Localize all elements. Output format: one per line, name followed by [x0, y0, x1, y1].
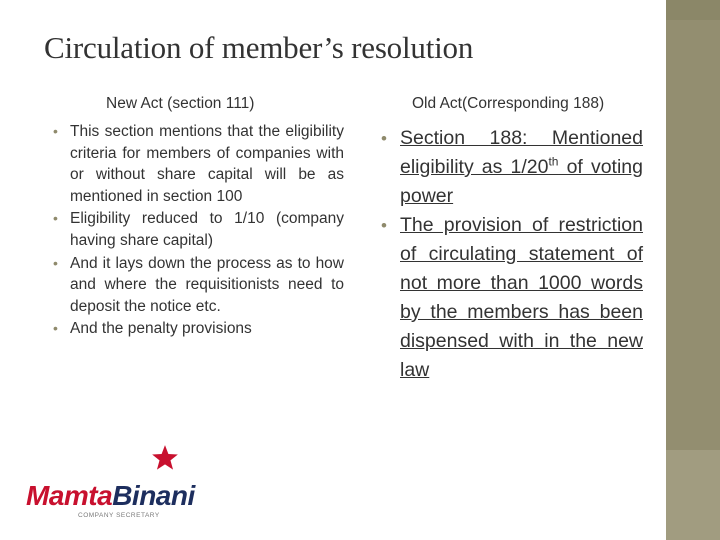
- slide-title: Circulation of member’s resolution: [44, 30, 474, 65]
- side-bar-middle-segment: [666, 20, 720, 450]
- new-act-bullet: • This section mentions that the eligibility criteria for members of companies with or without share capital will be as mentioned in section 100: [50, 121, 344, 207]
- new-act-bullet: • And the penalty provisions: [50, 318, 344, 340]
- logo-tagline: COMPANY SECRETARY: [78, 512, 160, 519]
- left-column-heading: New Act (section 111): [106, 95, 255, 112]
- old-act-bullet-superscript: th: [548, 154, 559, 169]
- old-act-bullet: [380, 124, 643, 211]
- side-decoration-bar: [666, 0, 720, 540]
- new-act-bullet: • And it lays down the process as to how and where the requisitionists need to deposit the notice etc.: [50, 253, 344, 318]
- old-act-bullet-list: [380, 124, 643, 385]
- old-act-bullet: • The provision of restriction of circulating statement of not more than 1000 words by the members has been dispensed with in the new law: [380, 211, 643, 385]
- company-logo: [26, 444, 216, 519]
- logo-wordmark-first: Mamta: [26, 480, 113, 511]
- logo-wordmark-second: Binani: [112, 480, 195, 511]
- right-column-heading: Old Act(Corresponding 188): [412, 95, 605, 112]
- new-act-bullet: • Eligibility reduced to 1/10 (company having share capital): [50, 208, 344, 251]
- side-bar-top-segment: [666, 0, 720, 20]
- side-bar-bottom-segment: [666, 450, 720, 540]
- logo-wordmark: [26, 480, 195, 512]
- new-act-bullet-list: [50, 121, 344, 341]
- star-icon: [151, 444, 179, 472]
- old-act-bullet-text-before: Section 188: Mentioned eligibility as 1/20: [400, 127, 643, 178]
- old-act-bullet-text-after: of voting power: [400, 156, 643, 207]
